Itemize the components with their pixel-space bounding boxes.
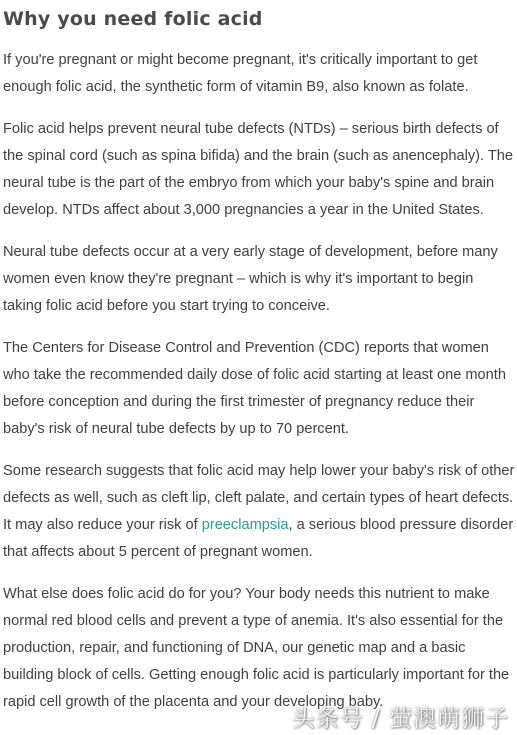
paragraph-ntd: Folic acid helps prevent neural tube defects (NTDs) – serious birth defects of the spinal cord (such as spina bifida) and the brain (such as anencephaly). The neural tube is the part of the embryo from which your baby's spine and brain develop. NTDs affect about 3,000 pregnancies a year in the United States. [3,121,514,218]
paragraph-other-defects [3,458,515,566]
source-watermark: 头条号 / 萤澳萌狮子 [291,706,509,732]
paragraph-cdc: The Centers for Disease Control and Prevention (CDC) reports that women who take the recommended daily dose of folic acid starting at least one month before conception and during the first trimester of pregnancy reduce their baby's risk of neural tube defects by up to 70 percent. [3,340,506,437]
paragraph-text: , a serious blood pressure disorder that affects about 5 percent of pregnant women. [3,517,514,560]
preeclampsia-link[interactable]: preeclampsia [201,517,289,533]
paragraph-early-stage: Neural tube defects occur at a very early stage of development, before many women even know they're pregnant – which is why it's important to begin taking folic acid before you start trying to conceive. [3,244,498,314]
paragraph-text: Some research suggests that folic acid may help lower your baby's risk of other defects as well, such as cleft lip, cleft palate, and certain types of heart defects. It may also reduce your risk of [3,463,515,533]
paragraph-what-else: What else does folic acid do for you? Your body needs this nutrient to make normal red blood cells and prevent a type of anemia. It's also essential for the production, repair, and functioning of DNA, our genetic map and a basic building block of cells. Getting enough folic acid is particularly important for the rapid cell growth of the placenta and your developing baby. [3,586,510,710]
article [3,0,515,716]
paragraph-intro: If you're pregnant or might become pregnant, it's critically important to get enough folic acid, the synthetic form of vitamin B9, also known as folate. [3,52,478,95]
article-title: Why you need folic acid [3,8,263,30]
